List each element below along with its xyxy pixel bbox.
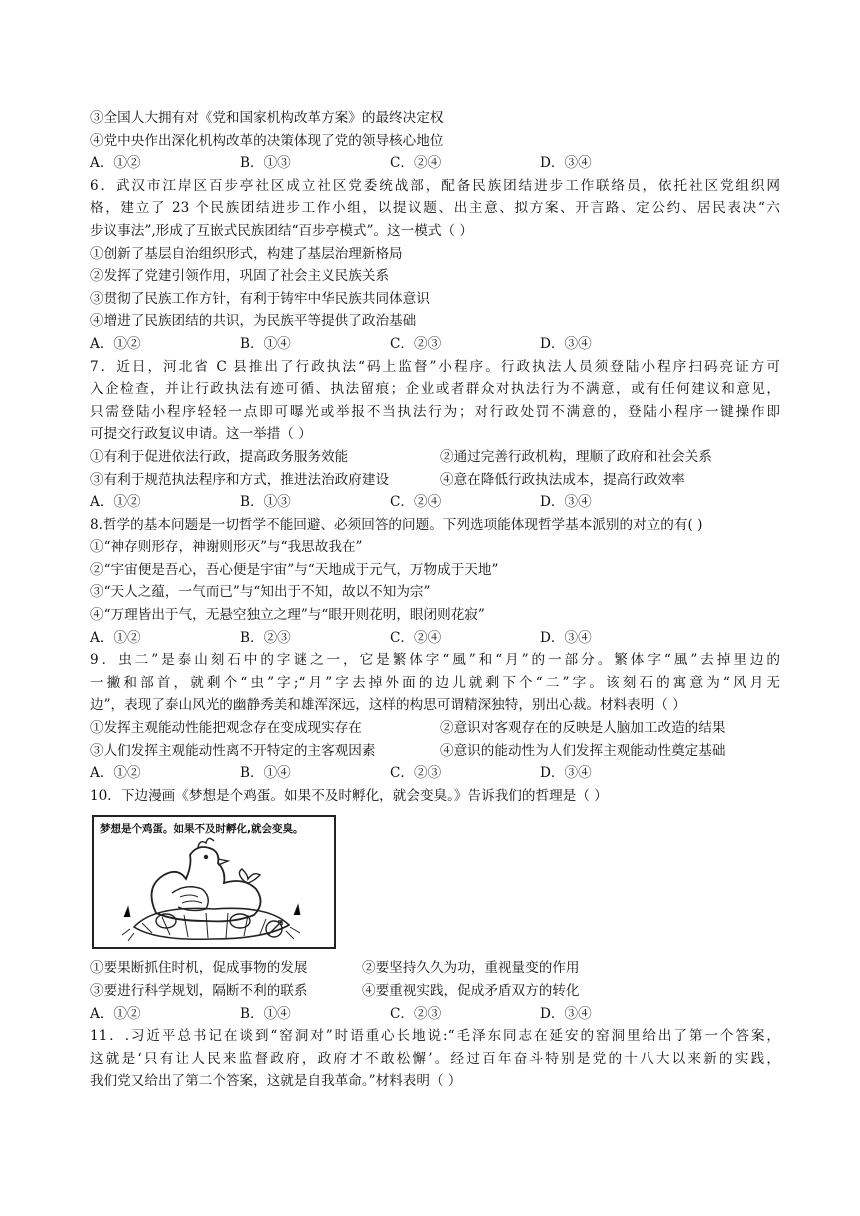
q9-statements-row-1 (90, 717, 780, 740)
q9-statement-2: ②意识对客观存在的反映是人脑加工改造的结果 (440, 720, 726, 737)
q6-statement-4: ④增进了民族团结的共识，为民族平等提供了政治基础 (90, 313, 417, 330)
q6-statement-3: ③贯彻了民族工作方针，有利于铸牢中华民族共同体意识 (90, 290, 430, 307)
q9-options (90, 762, 780, 785)
q7-stem-line-3: 只需登陆小程序轻轻一点即可曝光或举报不当执法行为；对行政处罚不满意的，登陆小程序一键操作即 (90, 403, 780, 420)
q8-option-c: C．②④ (390, 629, 442, 646)
q7-stem-line-4: 可提交行政复议申请。这一举措（ ） (90, 426, 312, 443)
q6-statement-1: ①创新了基层自治组织形式，构建了基层治理新格局 (90, 245, 403, 262)
q5-option-d: D．③④ (540, 155, 592, 172)
q7-statement-4: ④意在降低行政执法成本，提高行政效率 (440, 471, 685, 488)
q9-option-a: A．①② (90, 765, 141, 782)
q5-statement-4: ④党中央作出深化机构改革的决策体现了党的领导核心地位 (90, 132, 444, 149)
q10-option-a: A．①② (90, 1005, 141, 1022)
q8-statement-1: ①“神存则形存，神谢则形灭”与“我思故我在” (90, 539, 363, 556)
q9-statement-3: ③人们发挥主观能动性离不开特定的主客观因素 (90, 742, 376, 759)
q10-statement-1: ①要果断抓住时机，促成事物的发展 (90, 960, 308, 977)
q8-statement-4: ④“万理皆出于气，无悬空独立之理”与“眼开则花明，眼闭则花寂” (90, 607, 485, 624)
q8-options (90, 627, 780, 650)
q8-option-a: A．①② (90, 629, 141, 646)
q6-option-d: D．③④ (540, 335, 592, 352)
q10-statement-3: ③要进行科学规划，隔断不利的联系 (90, 983, 308, 999)
q11-stem-line-2: 这就是‘只有让人民来监督政府，政府才不敢松懈’。经过百年奋斗特别是党的十八大以来新的实践， (90, 1050, 780, 1067)
q7-statement-2: ②通过完善行政机构，理顺了政府和社会关系 (440, 448, 712, 465)
cartoon-caption: 梦想是个鸡蛋。如果不及时孵化,就会变臭。 (100, 823, 304, 836)
q9-stem-line-1: 9．虫二”是泰山刻石中的字谜之一，它是繁体字“風”和“月”的一部分。繁体字“風”去掉里边的 (90, 652, 780, 669)
q6-options (90, 333, 780, 356)
q5-statement-3: ③全国人大拥有对《党和国家机构改革方案》的最终决定权 (90, 110, 444, 126)
q7-options (90, 491, 780, 514)
q10-statements-row-1 (90, 957, 780, 980)
dream-egg-cartoon (92, 815, 336, 949)
q10-option-b: B．①④ (240, 1005, 291, 1022)
q10-option-c: C．②③ (390, 1005, 442, 1022)
q5-option-c: C．②④ (390, 155, 442, 172)
q7-statement-1: ①有利于促进依法行政，提高政务服务效能 (90, 448, 349, 465)
q9-option-b: B．①④ (240, 765, 291, 782)
q7-option-c: C．②④ (390, 494, 442, 511)
q7-statements-row-2 (90, 469, 780, 492)
q7-option-d: D．③④ (540, 494, 592, 511)
q8-option-d: D．③④ (540, 629, 592, 646)
q6-statement-2: ②发挥了党建引领作用，巩固了社会主义民族关系 (90, 268, 390, 285)
q10-options (90, 1003, 780, 1026)
q8-statement-2: ②“宇宙便是吾心，吾心便是宇宙”与“天地成于元气，万物成于天地” (90, 561, 499, 578)
q8-statement-3: ③“天人之蕴，一气而已”与“知出于不知，故以不知为宗” (90, 584, 431, 601)
q6-stem-line-3: 步议事法”,形成了互嵌式民族团结“百步亭模式”。这一模式（ ） (90, 222, 473, 239)
q10-stem: 10．下边漫画《梦想是个鸡蛋。如果不及时孵化，就会变臭。》告诉我们的哲理是（ ） (90, 787, 608, 804)
q9-stem-line-2: 一撇和部首，就剩个“虫”字;“月”字去掉外面的边儿就剩下个“二”字。该刻石的寓意为“风月无 (90, 674, 780, 691)
q7-option-b: B．①③ (240, 494, 291, 511)
q6-stem-line-1: 6．武汉市江岸区百步亭社区成立社区党委统战部，配备民族团结进步工作联络员，依托社区党组织网 (90, 177, 780, 194)
q10-option-d: D．③④ (540, 1005, 592, 1022)
q9-option-d: D．③④ (540, 765, 592, 782)
q7-option-a: A．①② (90, 494, 141, 511)
q7-statements-row-1 (90, 446, 780, 469)
q6-stem-line-2: 格，建立了 23 个民族团结进步工作小组，以提议题、出主意、拟方案、开言路、定公约、居民表决“六 (90, 200, 780, 217)
q5-option-b: B．①③ (240, 155, 291, 172)
q9-statements-row-2 (90, 740, 780, 763)
q8-option-b: B．②③ (240, 629, 291, 646)
exam-page (90, 107, 780, 1093)
q7-stem-line-1: 7．近日，河北省 C 县推出了行政执法“码上监督”小程序。行政执法人员须登陆小程序扫码亮证方可 (90, 358, 780, 375)
q9-statement-1: ①发挥主观能动性能把观念存在变成现实存在 (90, 720, 362, 737)
q9-option-c: C．②③ (390, 765, 442, 782)
q5-option-a: A．①② (90, 155, 141, 172)
q6-option-b: B．①④ (240, 335, 291, 352)
q7-statement-3: ③有利于规范执法程序和方式，推进法治政府建设 (90, 471, 390, 488)
q11-stem-line-1: 11．.习近平总书记在谈到“窑洞对”时语重心长地说:“毛泽东同志在延安的窑洞里给出了第一个答案， (90, 1028, 780, 1045)
q7-stem-line-2: 入企检查，并让行政执法有迹可循、执法留痕；企业或者群众对执法行为不满意，或有任何建议和意见， (90, 381, 780, 398)
q9-stem-line-3: 边”，表现了泰山风光的幽静秀美和雄浑深远，这样的构思可谓精深独特，别出心裁。材料表明（ ） (90, 697, 686, 714)
q6-option-c: C．②③ (390, 335, 442, 352)
q8-stem: 8.哲学的基本问题是一切哲学不能回避、必须回答的问题。下列选项能体现哲学基本派别的对立的有( ) (90, 516, 703, 533)
q5-options (90, 152, 780, 175)
q10-statements-row-2 (90, 980, 780, 1003)
q6-option-a: A．①② (90, 335, 141, 352)
q9-statement-4: ④意识的能动性为人们发挥主观能动性奠定基础 (440, 742, 726, 759)
q11-stem-line-3: 我们党又给出了第二个答案，这就是自我革命。”材料表明（ ） (90, 1073, 462, 1090)
hen-on-nest-drawing (94, 817, 334, 947)
q10-statement-4: ④要重视实践，促成矛盾双方的转化 (362, 983, 580, 999)
q10-statement-2: ②要坚持久久为功，重视量变的作用 (362, 960, 580, 977)
